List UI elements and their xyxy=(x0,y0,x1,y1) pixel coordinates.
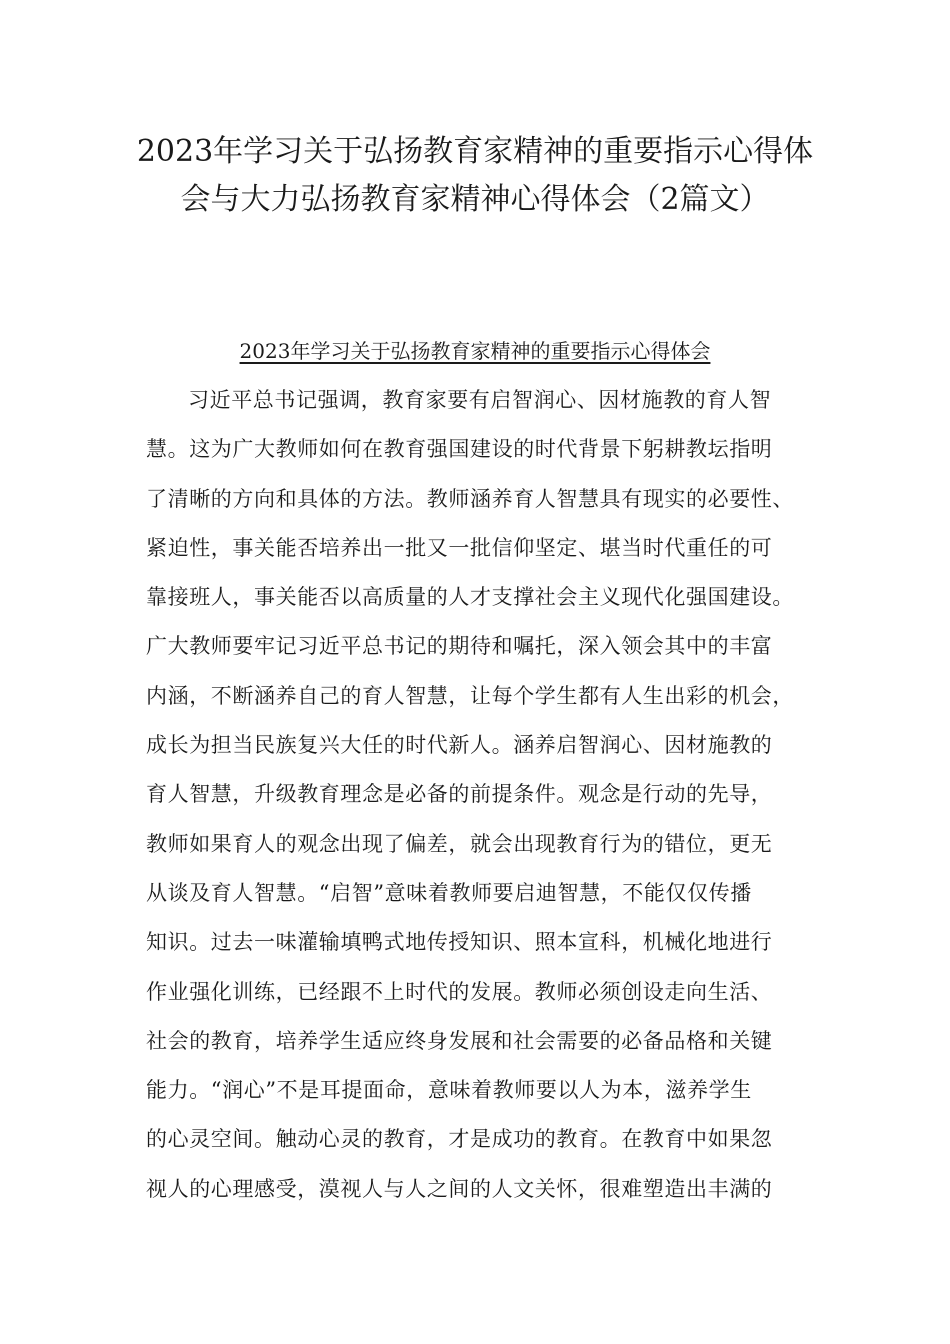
body-line: 的心灵空间。触动心灵的教育，才是成功的教育。在教育中如果忽 xyxy=(146,1127,773,1152)
body-paragraph xyxy=(146,381,826,1219)
body-line: 社会的教育，培养学生适应终身发展和社会需要的必备品格和关键 xyxy=(146,1028,773,1053)
body-line: 了清晰的方向和具体的方法。教师涵养育人智慧具有现实的必要性、 xyxy=(146,486,794,511)
body-line: 慧。这为广大教师如何在教育强国建设的时代背景下躬耕教坛指明 xyxy=(146,437,773,462)
body-line: 紧迫性，事关能否培养出一批又一批信仰坚定、堪当时代重任的可 xyxy=(146,535,773,560)
body-line: 育人智慧，升级教育理念是必备的前提条件。观念是行动的先导， xyxy=(146,782,773,807)
body-line: 靠接班人，事关能否以高质量的人才支撑社会主义现代化强国建设。 xyxy=(146,585,794,610)
body-line: 教师如果育人的观念出现了偏差，就会出现教育行为的错位，更无 xyxy=(146,831,773,856)
title-line-1: 2023年学习关于弘扬教育家精神的重要指示心得体 xyxy=(136,134,814,169)
body-line: 从谈及育人智慧。“启智”意味着教师要启迪智慧，不能仅仅传播 xyxy=(146,880,752,905)
body-line: 视人的心理感受，漠视人与人之间的人文关怀，很难塑造出丰满的 xyxy=(146,1176,773,1201)
body-line: 作业强化训练，已经跟不上时代的发展。教师必须创设走向生活、 xyxy=(146,979,773,1004)
body-line: 知识。过去一味灌输填鸭式地传授知识、照本宣科，机械化地进行 xyxy=(146,930,773,955)
body-line: 内涵，不断涵养自己的育人智慧，让每个学生都有人生出彩的机会， xyxy=(146,683,794,708)
section-heading: 2023年学习关于弘扬教育家精神的重要指示心得体会 xyxy=(239,339,711,363)
document-title xyxy=(100,128,850,224)
body-line: 能力。“润心”不是耳提面命，意味着教师要以人为本，滋养学生 xyxy=(146,1078,752,1103)
title-line-2: 会与大力弘扬教育家精神心得体会（2篇文） xyxy=(180,182,770,217)
body-line: 习近平总书记强调，教育家要有启智润心、因材施教的育人智 xyxy=(188,388,772,412)
body-line: 广大教师要牢记习近平总书记的期待和嘱托，深入领会其中的丰富 xyxy=(146,634,773,659)
body-line: 成长为担当民族复兴大任的时代新人。涵养启智润心、因材施教的 xyxy=(146,733,773,758)
